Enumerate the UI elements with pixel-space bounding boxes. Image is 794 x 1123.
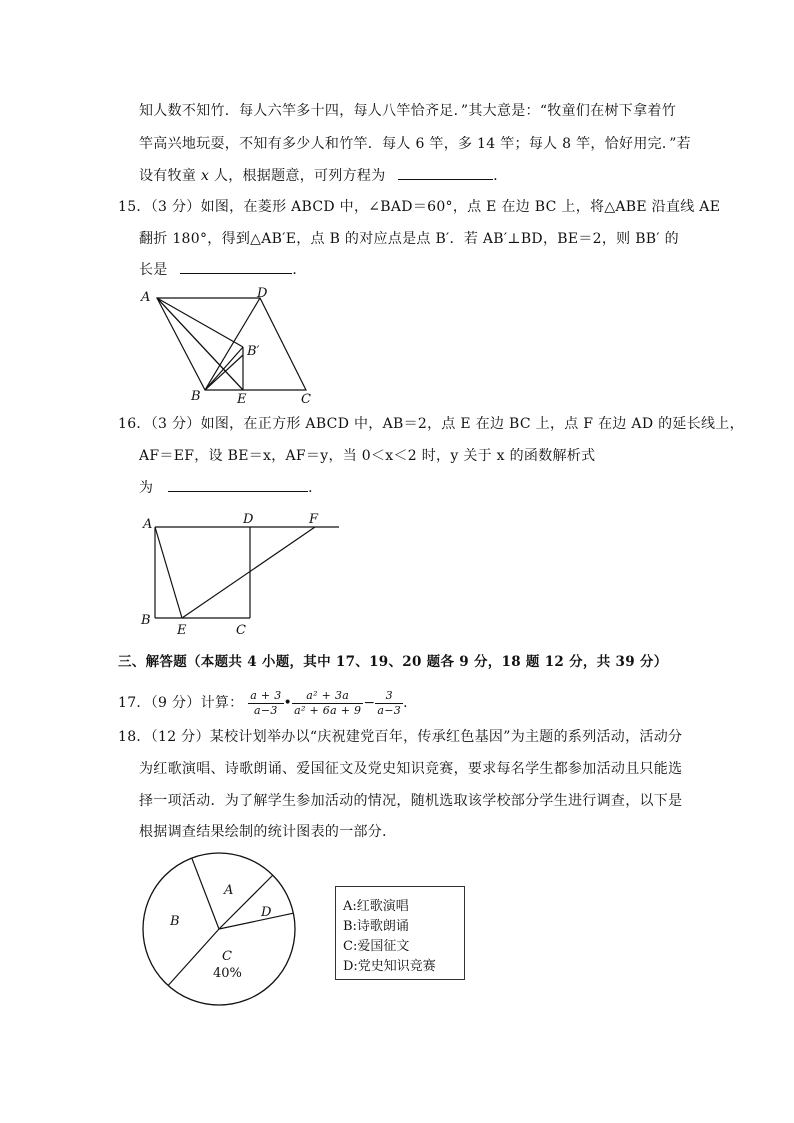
pie-label-a: A bbox=[224, 883, 234, 898]
pie-chart bbox=[140, 850, 300, 1010]
p16-line1: 16．（3 分）如图，在正方形 ABCD 中，AB＝2，点 E 在边 BC 上，点 F 在边 AD 的延长线上， bbox=[118, 416, 744, 432]
label-c: C bbox=[301, 392, 311, 405]
segment-cross bbox=[157, 298, 243, 390]
p14-var-x: x bbox=[200, 168, 210, 184]
p16-line3 bbox=[139, 477, 322, 498]
p17-fraction-2: $\frac{\text{a² + 3a}}{\text{a² + 6a + 9}}$ bbox=[294, 688, 362, 717]
label-b: B bbox=[141, 613, 151, 628]
p15-line3 bbox=[139, 259, 307, 280]
p14-line3 bbox=[139, 165, 508, 186]
p14-text-a: 设有牧童 bbox=[139, 168, 201, 184]
p17-fraction-3: $\frac{3}{a-3}$ bbox=[377, 688, 402, 717]
legend-item-a: A:红歌演唱 bbox=[343, 899, 409, 914]
p15-answer-blank[interactable] bbox=[180, 259, 292, 274]
p17-fraction-1: $\frac{a + 3}{a-3}$ bbox=[250, 688, 282, 717]
divider-a-b bbox=[192, 858, 219, 929]
segment-ae bbox=[155, 527, 182, 618]
label-a: A bbox=[141, 290, 151, 305]
pie-label-c: C bbox=[222, 949, 232, 964]
pie-label-d: D bbox=[261, 905, 272, 920]
pie-label-b: B bbox=[170, 914, 180, 929]
p16-answer-blank[interactable] bbox=[168, 477, 308, 492]
label-b-prime: B′ bbox=[247, 344, 260, 359]
label-a: A bbox=[143, 517, 153, 532]
divider-d-c bbox=[219, 913, 293, 929]
p14-end: ． bbox=[493, 168, 508, 184]
p16-text-a: 为 bbox=[139, 480, 154, 496]
p14-answer-blank[interactable] bbox=[398, 165, 493, 180]
label-f: F bbox=[309, 512, 319, 527]
p17-line bbox=[118, 688, 408, 718]
p17-dot: • bbox=[283, 695, 293, 711]
divider-c-b bbox=[168, 929, 219, 985]
pie-value-c: 40% bbox=[213, 966, 242, 981]
legend-item-c: C:爱国征文 bbox=[343, 939, 410, 954]
legend-item-b: B:诗歌朗诵 bbox=[343, 919, 409, 934]
p15-line1: 15．（3 分）如图，在菱形 ABCD 中，∠BAD＝60°，点 E 在边 BC 上，将△ABE 沿直线 AE bbox=[118, 199, 721, 215]
p17-minus: − bbox=[363, 695, 376, 711]
label-e: E bbox=[177, 623, 187, 638]
p18-line4: 根据调查结果绘制的统计图表的一部分． bbox=[139, 824, 397, 840]
p17-prefix: 17．（9 分）计算： bbox=[118, 695, 244, 711]
label-d: D bbox=[243, 512, 254, 527]
label-c: C bbox=[236, 623, 246, 638]
p18-line2: 为红歌演唱、诗歌朗诵、爱国征文及党史知识竞赛，要求每名学生都参加活动且只能选 bbox=[139, 761, 683, 777]
p14-text-b: 人，根据题意，可列方程为 bbox=[209, 168, 386, 184]
label-d: D bbox=[257, 286, 268, 301]
p16-square-figure bbox=[135, 510, 350, 640]
label-b: B bbox=[191, 389, 201, 404]
section-heading: 三、解答题（本题共 4 小题，其中 17、19、20 题各 9 分，18 题 12 分，共 39 分） bbox=[118, 654, 668, 670]
pie-legend bbox=[335, 886, 465, 980]
p15-text-a: 长是 bbox=[139, 262, 168, 278]
p15-line2: 翻折 180°，得到△AB′E，点 B 的对应点是点 B′．若 AB′⊥BD，BE＝2，则 BB′ 的 bbox=[139, 231, 679, 247]
p18-line3: 择一项活动．为了解学生参加活动的情况，随机选取该学校部分学生进行调查，以下是 bbox=[139, 793, 683, 809]
p17-end: . bbox=[403, 695, 408, 711]
p15-rhombus-figure bbox=[135, 285, 325, 405]
p14-line1: 知人数不知竹．每人六竿多十四，每人八竿恰齐足．”其大意是：“牧童们在树下拿着竹 bbox=[139, 103, 677, 119]
p15-end: ． bbox=[292, 262, 307, 278]
label-e: E bbox=[237, 392, 247, 405]
legend-item-d: D:党史知识竞赛 bbox=[343, 959, 436, 974]
rhombus-abcd bbox=[157, 298, 306, 390]
segment-ef bbox=[182, 527, 315, 618]
p14-line2: 竿高兴地玩耍，不知有多少人和竹竿．每人 6 竿，多 14 竿；每人 8 竿，恰好用完．”若 bbox=[139, 136, 691, 152]
p18-line1: 18．（12 分）某校计划举办以“庆祝建党百年，传承红色基因”为主题的系列活动，活动分 bbox=[118, 729, 683, 745]
p16-end: ． bbox=[308, 480, 323, 496]
p16-line2: AF＝EF，设 BE＝x，AF＝y，当 0＜x＜2 时，y 关于 x 的函数解析式 bbox=[139, 448, 596, 464]
